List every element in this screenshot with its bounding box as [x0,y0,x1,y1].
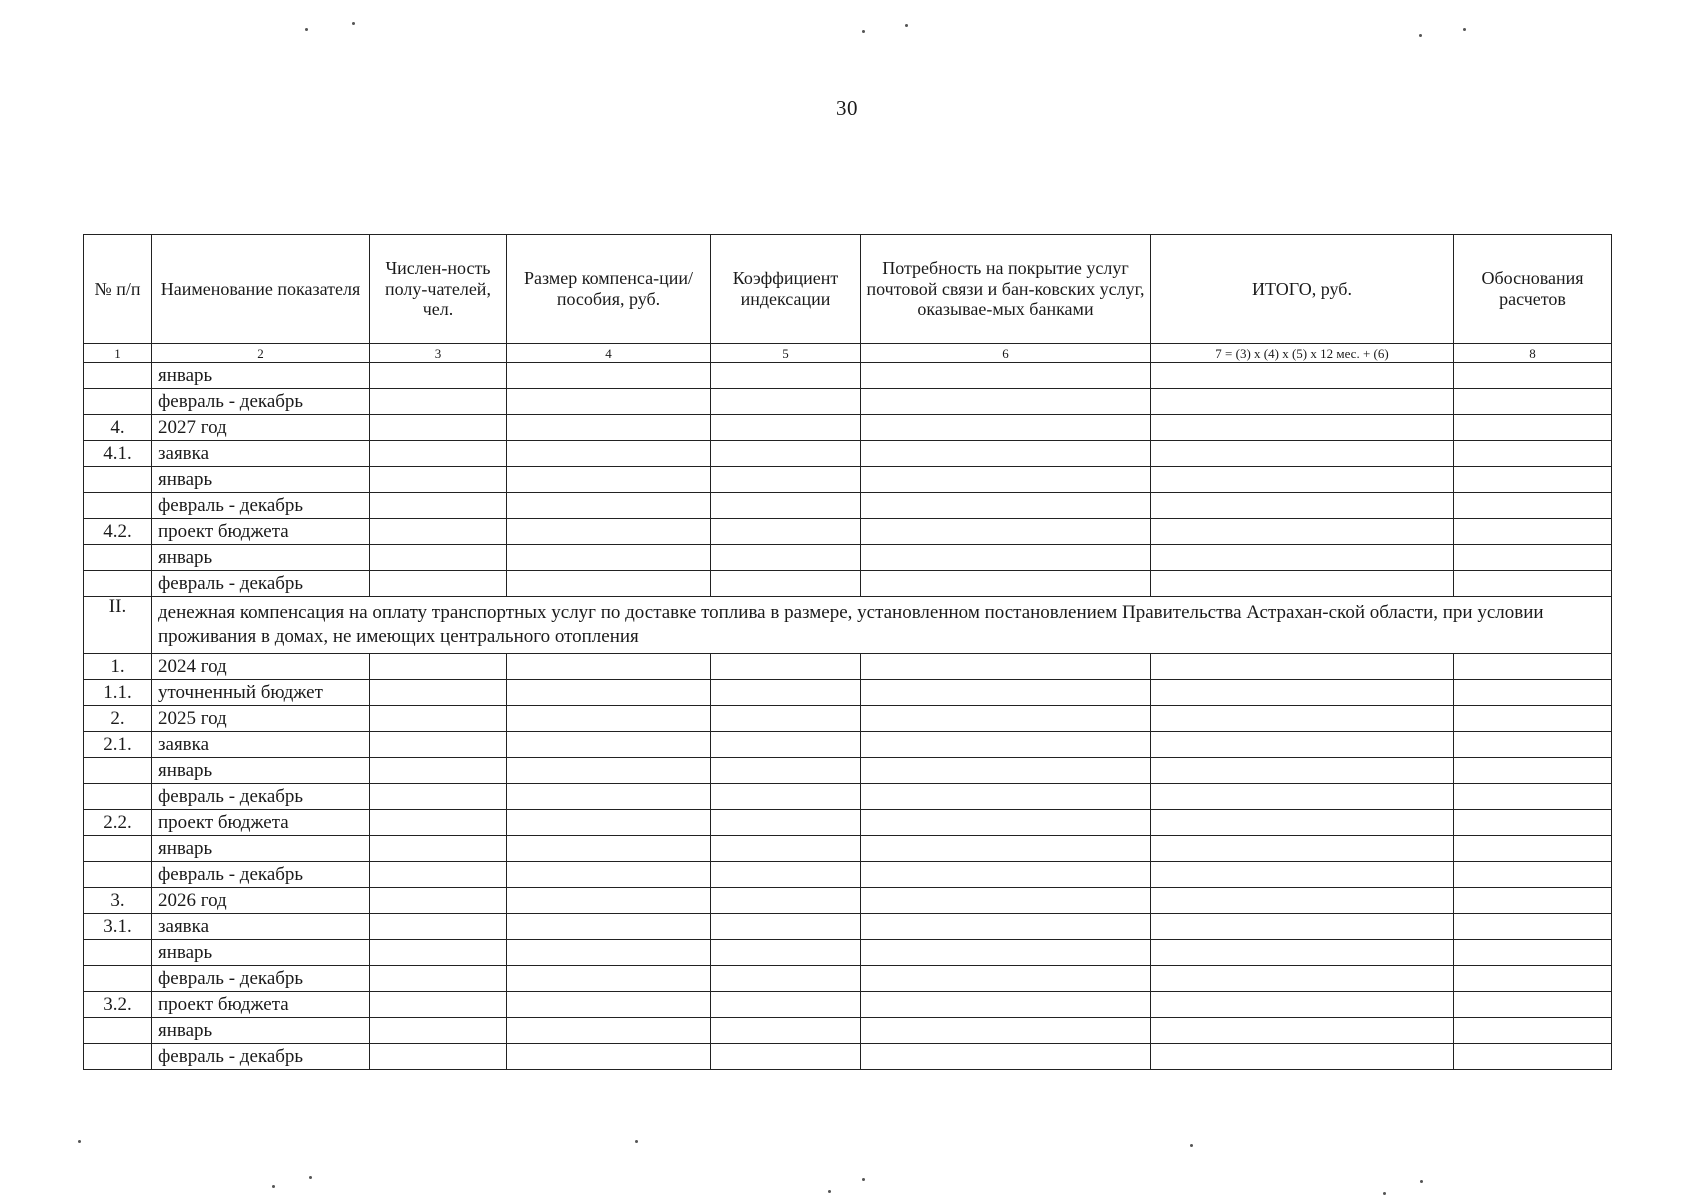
section-title-cell: денежная компенсация на оплату транспортных услуг по доставке топлива в размере, установленном постановлением Правительства Астрахан-ской области, при условии проживания в домах, не имеющих центрального отопления [152,597,1612,654]
scan-speck [905,24,908,27]
header-cell-postal-bank-costs: Потребность на покрытие услуг почтовой связи и бан-ковских услуг, оказывае-мых банками [861,235,1151,344]
compensation-cell [507,992,711,1018]
table-row [84,732,1612,758]
total-cell [1151,706,1454,732]
compensation-cell [507,888,711,914]
row-number-cell: 3.1. [84,914,152,940]
row-number-cell [84,363,152,389]
row-indicator-cell: февраль - декабрь [152,862,370,888]
postal-bank-costs-cell [861,836,1151,862]
compensation-cell [507,680,711,706]
index-coefficient-cell [711,810,861,836]
index-coefficient-cell [711,363,861,389]
table-row [84,467,1612,493]
scan-speck [862,1178,865,1181]
justification-cell [1454,1018,1612,1044]
scan-speck [272,1185,275,1188]
row-number-cell [84,784,152,810]
postal-bank-costs-cell [861,758,1151,784]
table-row [84,571,1612,597]
table-row [84,966,1612,992]
justification-cell [1454,1044,1612,1070]
row-number-cell [84,836,152,862]
postal-bank-costs-cell [861,389,1151,415]
justification-cell [1454,966,1612,992]
total-cell [1151,493,1454,519]
header-cell-indicator: Наименование показателя [152,235,370,344]
row-indicator-cell: февраль - декабрь [152,493,370,519]
recipients-cell [370,389,507,415]
justification-cell [1454,836,1612,862]
compensation-cell [507,940,711,966]
row-number-cell [84,966,152,992]
row-number-cell: 3.2. [84,992,152,1018]
justification-cell [1454,862,1612,888]
table-row [84,415,1612,441]
row-indicator-cell: февраль - декабрь [152,571,370,597]
compensation-cell [507,571,711,597]
recipients-cell [370,914,507,940]
recipients-cell [370,992,507,1018]
row-number-cell [84,862,152,888]
index-coefficient-cell [711,732,861,758]
justification-cell [1454,992,1612,1018]
justification-cell [1454,940,1612,966]
index-coefficient-cell [711,706,861,732]
header-row [84,235,1612,344]
compensation-cell [507,784,711,810]
index-coefficient-cell [711,992,861,1018]
postal-bank-costs-cell [861,862,1151,888]
row-indicator-cell: февраль - декабрь [152,784,370,810]
column-number-cell: 1 [84,344,152,363]
justification-cell [1454,545,1612,571]
table-row [84,862,1612,888]
compensation-cell [507,1018,711,1044]
row-indicator-cell: январь [152,1018,370,1044]
index-coefficient-cell [711,571,861,597]
row-indicator-cell: проект бюджета [152,992,370,1018]
table-row [84,363,1612,389]
recipients-cell [370,654,507,680]
index-coefficient-cell [711,519,861,545]
scan-speck [1420,1180,1423,1183]
row-indicator-cell: 2025 год [152,706,370,732]
index-coefficient-cell [711,1018,861,1044]
table-row [84,1018,1612,1044]
table-row [84,836,1612,862]
recipients-cell [370,680,507,706]
recipients-cell [370,784,507,810]
compensation-cell [507,966,711,992]
scan-speck [1463,28,1466,31]
justification-cell [1454,914,1612,940]
section-row [84,597,1612,654]
table-row [84,784,1612,810]
table-body [84,363,1612,1070]
column-number-cell: 3 [370,344,507,363]
header-cell-number: № п/п [84,235,152,344]
justification-cell [1454,467,1612,493]
index-coefficient-cell [711,966,861,992]
postal-bank-costs-cell [861,888,1151,914]
index-coefficient-cell [711,389,861,415]
postal-bank-costs-cell [861,519,1151,545]
column-number-cell: 5 [711,344,861,363]
recipients-cell [370,467,507,493]
postal-bank-costs-cell [861,1044,1151,1070]
compensation-cell [507,732,711,758]
recipients-cell [370,758,507,784]
page-number: 30 [836,96,858,120]
budget-table [83,234,1612,1070]
scan-speck [1419,34,1422,37]
table-row [84,992,1612,1018]
justification-cell [1454,363,1612,389]
justification-cell [1454,415,1612,441]
compensation-cell [507,706,711,732]
recipients-cell [370,888,507,914]
postal-bank-costs-cell [861,680,1151,706]
compensation-cell [507,519,711,545]
recipients-cell [370,415,507,441]
row-number-cell: 1.1. [84,680,152,706]
column-number-cell: 2 [152,344,370,363]
compensation-cell [507,415,711,441]
row-number-cell [84,467,152,493]
justification-cell [1454,732,1612,758]
justification-cell [1454,706,1612,732]
row-number-cell [84,545,152,571]
header-cell-compensation: Размер компенса-ции/пособия, руб. [507,235,711,344]
index-coefficient-cell [711,680,861,706]
row-number-cell [84,758,152,784]
row-number-cell: 4.1. [84,441,152,467]
scan-speck [1190,1144,1193,1147]
row-indicator-cell: заявка [152,441,370,467]
compensation-cell [507,389,711,415]
total-cell [1151,389,1454,415]
total-cell [1151,862,1454,888]
index-coefficient-cell [711,415,861,441]
compensation-cell [507,467,711,493]
table-row [84,680,1612,706]
recipients-cell [370,940,507,966]
compensation-cell [507,654,711,680]
row-number-cell: 3. [84,888,152,914]
postal-bank-costs-cell [861,654,1151,680]
justification-cell [1454,810,1612,836]
column-number-formula-cell: 7 = (3) x (4) x (5) x 12 мес. + (6) [1151,344,1454,363]
row-indicator-cell: январь [152,940,370,966]
total-cell [1151,545,1454,571]
table-row [84,441,1612,467]
scan-speck [1383,1192,1386,1195]
justification-cell [1454,519,1612,545]
row-indicator-cell: январь [152,363,370,389]
postal-bank-costs-cell [861,940,1151,966]
row-number-cell: 1. [84,654,152,680]
total-cell [1151,654,1454,680]
postal-bank-costs-cell [861,545,1151,571]
row-indicator-cell: проект бюджета [152,519,370,545]
recipients-cell [370,441,507,467]
row-number-cell: 2.1. [84,732,152,758]
table-row [84,1044,1612,1070]
compensation-cell [507,545,711,571]
table-row [84,545,1612,571]
compensation-cell [507,363,711,389]
postal-bank-costs-cell [861,571,1151,597]
total-cell [1151,992,1454,1018]
row-number-cell [84,1018,152,1044]
total-cell [1151,467,1454,493]
postal-bank-costs-cell [861,706,1151,732]
row-number-cell: 4.2. [84,519,152,545]
table-row [84,389,1612,415]
total-cell [1151,888,1454,914]
header-cell-total: ИТОГО, руб. [1151,235,1454,344]
row-number-cell [84,1044,152,1070]
index-coefficient-cell [711,836,861,862]
budget-table-container [83,234,1611,1070]
row-indicator-cell: заявка [152,732,370,758]
index-coefficient-cell [711,784,861,810]
index-coefficient-cell [711,1044,861,1070]
column-number-cell: 4 [507,344,711,363]
total-cell [1151,680,1454,706]
scan-speck [828,1190,831,1193]
justification-cell [1454,571,1612,597]
row-indicator-cell: 2024 год [152,654,370,680]
total-cell [1151,810,1454,836]
total-cell [1151,1018,1454,1044]
index-coefficient-cell [711,758,861,784]
header-cell-justification: Обоснования расчетов [1454,235,1612,344]
postal-bank-costs-cell [861,1018,1151,1044]
compensation-cell [507,758,711,784]
row-indicator-cell: 2026 год [152,888,370,914]
header-cell-recipients: Числен-ность полу-чателей, чел. [370,235,507,344]
compensation-cell [507,441,711,467]
recipients-cell [370,519,507,545]
row-indicator-cell: проект бюджета [152,810,370,836]
recipients-cell [370,732,507,758]
recipients-cell [370,1018,507,1044]
row-number-cell [84,493,152,519]
index-coefficient-cell [711,467,861,493]
recipients-cell [370,966,507,992]
compensation-cell [507,914,711,940]
index-coefficient-cell [711,441,861,467]
index-coefficient-cell [711,888,861,914]
row-number-cell: 4. [84,415,152,441]
table-row [84,914,1612,940]
row-indicator-cell: февраль - декабрь [152,1044,370,1070]
postal-bank-costs-cell [861,732,1151,758]
justification-cell [1454,389,1612,415]
justification-cell [1454,441,1612,467]
total-cell [1151,519,1454,545]
scan-speck [635,1140,638,1143]
table-row [84,654,1612,680]
table-row [84,519,1612,545]
index-coefficient-cell [711,545,861,571]
compensation-cell [507,810,711,836]
justification-cell [1454,784,1612,810]
total-cell [1151,732,1454,758]
table-row [84,810,1612,836]
postal-bank-costs-cell [861,810,1151,836]
total-cell [1151,1044,1454,1070]
column-number-cell: 6 [861,344,1151,363]
compensation-cell [507,862,711,888]
row-indicator-cell: уточненный бюджет [152,680,370,706]
postal-bank-costs-cell [861,467,1151,493]
index-coefficient-cell [711,914,861,940]
recipients-cell [370,545,507,571]
table-row [84,888,1612,914]
justification-cell [1454,888,1612,914]
recipients-cell [370,1044,507,1070]
postal-bank-costs-cell [861,992,1151,1018]
scan-speck [305,28,308,31]
scan-speck [862,30,865,33]
postal-bank-costs-cell [861,363,1151,389]
total-cell [1151,784,1454,810]
recipients-cell [370,363,507,389]
recipients-cell [370,810,507,836]
recipients-cell [370,836,507,862]
total-cell [1151,836,1454,862]
row-indicator-cell: январь [152,758,370,784]
row-number-cell: II. [84,597,152,654]
postal-bank-costs-cell [861,493,1151,519]
index-coefficient-cell [711,654,861,680]
row-indicator-cell: февраль - декабрь [152,389,370,415]
row-indicator-cell: январь [152,545,370,571]
scan-speck [309,1176,312,1179]
postal-bank-costs-cell [861,784,1151,810]
justification-cell [1454,758,1612,784]
row-number-cell: 2.2. [84,810,152,836]
index-coefficient-cell [711,940,861,966]
total-cell [1151,940,1454,966]
recipients-cell [370,493,507,519]
row-indicator-cell: январь [152,467,370,493]
justification-cell [1454,493,1612,519]
table-row [84,706,1612,732]
index-coefficient-cell [711,862,861,888]
total-cell [1151,914,1454,940]
postal-bank-costs-cell [861,441,1151,467]
compensation-cell [507,1044,711,1070]
row-indicator-cell: февраль - декабрь [152,966,370,992]
row-indicator-cell: 2027 год [152,415,370,441]
total-cell [1151,415,1454,441]
total-cell [1151,363,1454,389]
postal-bank-costs-cell [861,914,1151,940]
recipients-cell [370,571,507,597]
recipients-cell [370,862,507,888]
header-cell-index-coefficient: Коэффициент индексации [711,235,861,344]
postal-bank-costs-cell [861,966,1151,992]
table-row [84,940,1612,966]
row-indicator-cell: январь [152,836,370,862]
compensation-cell [507,493,711,519]
total-cell [1151,571,1454,597]
total-cell [1151,441,1454,467]
row-number-cell [84,389,152,415]
postal-bank-costs-cell [861,415,1151,441]
total-cell [1151,966,1454,992]
row-number-cell [84,940,152,966]
table-row [84,493,1612,519]
index-coefficient-cell [711,493,861,519]
compensation-cell [507,836,711,862]
total-cell [1151,758,1454,784]
recipients-cell [370,706,507,732]
column-number-cell: 8 [1454,344,1612,363]
justification-cell [1454,654,1612,680]
column-number-row [84,344,1612,363]
scan-speck [78,1140,81,1143]
table-row [84,758,1612,784]
row-number-cell: 2. [84,706,152,732]
scan-speck [352,22,355,25]
row-number-cell [84,571,152,597]
justification-cell [1454,680,1612,706]
row-indicator-cell: заявка [152,914,370,940]
